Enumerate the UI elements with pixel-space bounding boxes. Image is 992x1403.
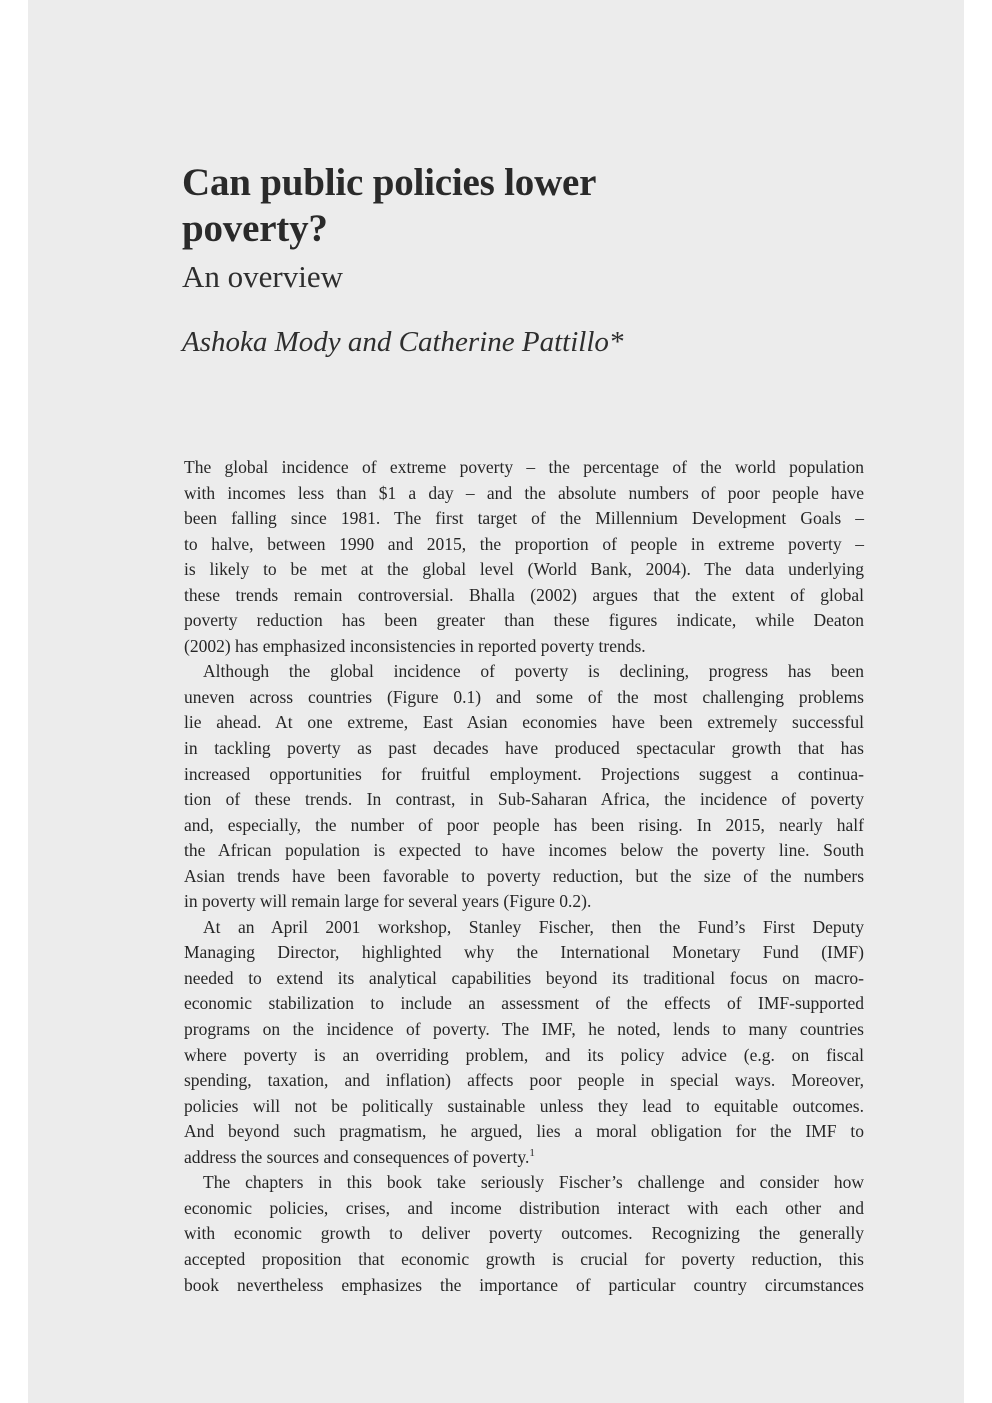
text-line: poverty reduction has been greater than these figures indicate, while Deaton (184, 610, 864, 631)
text-line: At an April 2001 workshop, Stanley Fischer, then the Fund’s First Deputy (203, 916, 864, 937)
text-line: where poverty is an overriding problem, and its policy advice (e.g. on fiscal (184, 1044, 864, 1065)
body-text (184, 455, 864, 1298)
paragraph (184, 455, 864, 659)
text-line: programs on the incidence of poverty. The IMF, he noted, lends to many countries (184, 1019, 864, 1040)
text-line: Although the global incidence of poverty is declining, progress has been (203, 661, 864, 682)
text-line: accepted proposition that economic growth is crucial for poverty reduction, this (184, 1248, 864, 1269)
text-line: And beyond such pragmatism, he argued, lies a moral obligation for the IMF to (184, 1121, 864, 1142)
paragraph (184, 659, 864, 914)
chapter-title (182, 160, 596, 252)
text-line: increased opportunities for fruitful employment. Projections suggest a continua- (184, 763, 864, 784)
text-line: and, especially, the number of poor people has been rising. In 2015, nearly half (184, 814, 864, 835)
text-line: lie ahead. At one extreme, East Asian economies have been extremely successful (184, 712, 864, 733)
text-line: book nevertheless emphasizes the importance of particular country circumstances (184, 1274, 864, 1295)
text-line: spending, taxation, and inflation) affects poor people in special ways. Moreover, (184, 1070, 864, 1091)
footnote-marker[interactable]: 1 (529, 1146, 535, 1159)
text-line: policies will not be politically sustainable unless they lead to equitable outcomes. (184, 1095, 864, 1116)
text-line: uneven across countries (Figure 0.1) and some of the most challenging problems (184, 686, 864, 707)
paragraph (184, 915, 864, 1170)
text-line: economic stabilization to include an assessment of the effects of IMF-supported (184, 993, 864, 1014)
text-line: is likely to be met at the global level (World Bank, 2004). The data underlying (184, 559, 864, 580)
text-line: The chapters in this book take seriously Fischer’s challenge and consider how (203, 1172, 864, 1193)
text-line (184, 1145, 864, 1171)
text-line: The global incidence of extreme poverty – the percentage of the world population (184, 457, 864, 477)
text-line: to halve, between 1990 and 2015, the proportion of people in extreme poverty – (184, 533, 864, 554)
text-line: with incomes less than $1 a day – and the absolute numbers of poor people have (184, 482, 864, 503)
text-line: in tackling poverty as past decades have produced spectacular growth that has (184, 738, 864, 759)
paragraph (184, 1170, 864, 1298)
text-line: with economic growth to deliver poverty outcomes. Recognizing the generally (184, 1223, 864, 1244)
text-line: (2002) has emphasized inconsistencies in reported poverty trends. (184, 635, 646, 656)
text-line: been falling since 1981. The first target of the Millennium Development Goals – (184, 508, 864, 529)
text-line: in poverty will remain large for several years (Figure 0.2). (184, 891, 592, 912)
chapter-title-line: poverty? (182, 207, 328, 250)
chapter-subtitle: An overview (182, 259, 343, 294)
text-line: these trends remain controversial. Bhalla (2002) argues that the extent of global (184, 584, 864, 605)
text-line: the African population is expected to have incomes below the poverty line. South (184, 840, 864, 861)
text-line: Asian trends have been favorable to poverty reduction, but the size of the numbers (184, 865, 864, 886)
text-line: needed to extend its analytical capabilities beyond its traditional focus on macro- (184, 967, 864, 988)
chapter-title-line: Can public policies lower (182, 161, 597, 204)
text-line-content: address the sources and consequences of poverty. (184, 1146, 530, 1167)
text-line: tion of these trends. In contrast, in Sub-Saharan Africa, the incidence of poverty (184, 789, 864, 810)
text-line: economic policies, crises, and income distribution interact with each other and (184, 1197, 864, 1218)
chapter-authors: Ashoka Mody and Catherine Pattillo* (182, 326, 624, 358)
book-page (28, 0, 964, 1403)
text-line: Managing Director, highlighted why the International Monetary Fund (IMF) (184, 942, 864, 963)
